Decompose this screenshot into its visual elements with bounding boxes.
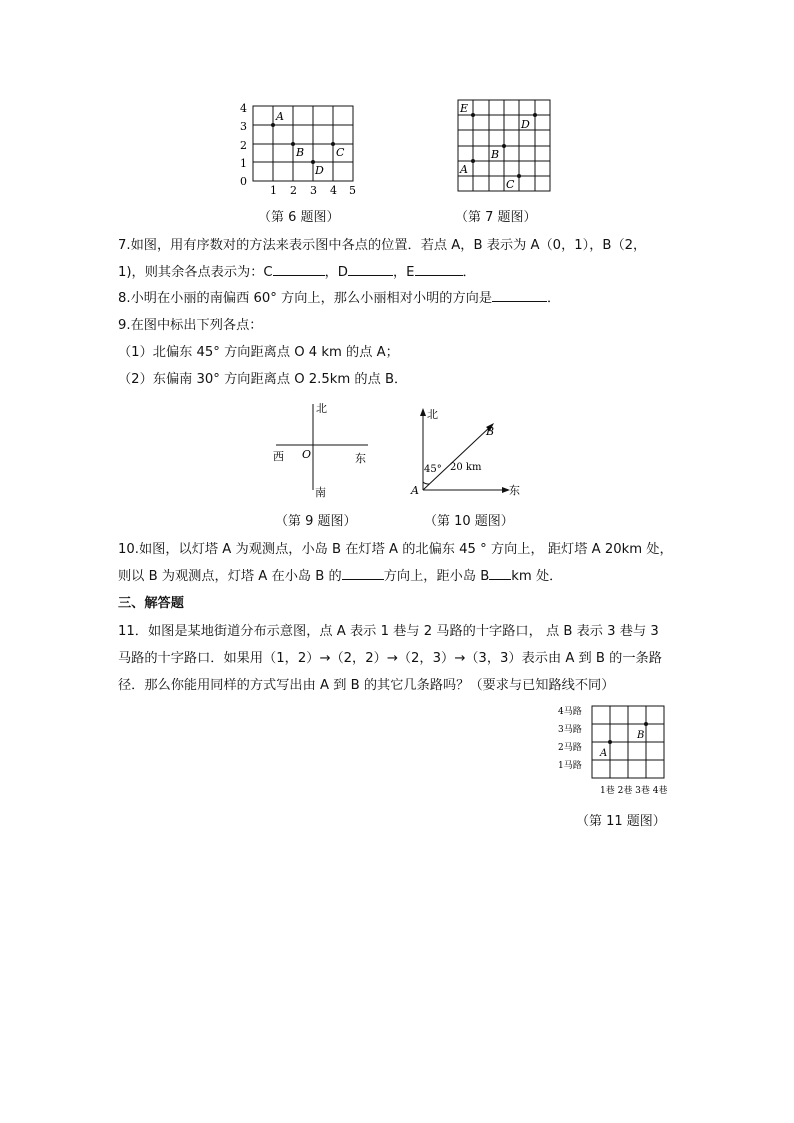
question-11-line-1: 11．如图是某地街道分布示意图，点 A 表示 1 巷与 2 马路的十字路口， 点 B 表示 3 巷与 3 [118,624,659,639]
fig6-ytick: 1 [240,157,247,170]
fig7-point-a [471,159,475,163]
fig9-south: 南 [315,486,326,499]
figure-10 [406,404,526,500]
fig11-road-4: 4马路 [558,707,582,717]
fig11-road-1: 1马路 [558,761,582,771]
fig6-ytick: 4 [240,102,247,115]
fig7-label-a: A [460,163,468,176]
figure-11 [556,702,676,800]
q10-text: km 处． [511,569,563,584]
fig10-point-b: B [486,425,495,438]
q8-text: 8.小明在小丽的南偏西 60° 方向上，那么小丽相对小明的方向是 [118,291,493,306]
q7-text: ，E [392,265,415,280]
figure-10-diagram [406,404,526,500]
figure-9-axes [268,398,378,502]
fig6-point-b [291,142,295,146]
fig6-label-c: C [336,146,345,159]
fig11-label-a: A [600,748,608,759]
question-7-line-1: 7.如图，用有序数对的方法来表示图中各点的位置．若点 A，B 表示为 A（0，1），B（2， [118,238,647,253]
figure-7-grid [456,98,554,194]
figure-9 [268,398,378,502]
figure-6-grid [236,98,366,198]
q7-text: 1)，则其余各点表示为：C [118,265,273,280]
fig11-point-b [644,722,648,726]
fig9-origin: O [302,448,312,461]
figure-7 [456,98,554,194]
question-7-line-2 [118,261,476,280]
figure-9-caption: （第 9 题图） [275,514,357,529]
fig7-label-b: B [491,148,500,161]
question-8 [118,287,560,306]
fig6-label-d: D [315,164,324,177]
fig6-ytick: 2 [240,139,247,152]
fig7-label-d: D [521,118,530,131]
fig7-label-e: E [460,102,469,115]
fig10-distance: 20 km [450,462,482,473]
fig6-label-b: B [296,146,305,159]
fig9-east: 东 [355,452,366,465]
figure-10-caption: （第 10 题图） [424,514,514,529]
figure-7-caption: （第 7 题图） [455,210,537,225]
fig9-north: 北 [316,402,327,415]
q10-text: 则以 B 为观测点，灯塔 A 在小岛 B 的 [118,569,342,584]
question-11-line-3: 径．那么你能用同样的方式写出由 A 到 B 的其它几条路吗？（要求与已知路线不同） [118,678,615,693]
fig7-point-c [517,174,521,178]
question-10-line-1: 10.如图，以灯塔 A 为观测点，小岛 B 在灯塔 A 的北偏东 45 ° 方向上， 距灯塔 A 20km 处， [118,542,673,557]
fig7-point-e [471,113,475,117]
question-10-line-2 [118,565,562,584]
fig10-angle: 45° [424,464,442,475]
answer-blank-d[interactable] [348,263,393,276]
fig6-ytick: 3 [240,120,247,133]
fig6-ytick: 0 [240,175,247,188]
fig11-road-3: 3马路 [558,725,582,735]
fig10-east: 东 [509,484,520,497]
question-9-intro: 9.在图中标出下列各点： [118,318,263,333]
fig11-lanes: 1巷 2巷 3巷 4巷 [600,786,668,796]
question-9-item-1: （1）北偏东 45° 方向距离点 O 4 km 的点 A； [118,345,399,360]
fig6-xtick: 4 [330,184,337,197]
q7-text: ． [462,265,476,280]
answer-blank-direction[interactable] [342,567,384,580]
figure-11-caption: （第 11 题图） [576,814,666,829]
fig11-point-a [608,740,612,744]
fig6-point-c [331,142,335,146]
fig7-point-d [533,113,537,117]
figure-6 [236,98,366,198]
fig9-west: 西 [273,450,284,463]
fig6-point-a [271,123,275,127]
fig6-xtick: 3 [310,184,317,197]
fig6-xtick: 5 [349,184,356,197]
fig7-label-c: C [506,178,515,191]
fig6-xtick: 2 [290,184,297,197]
fig7-point-b [502,144,506,148]
q7-text: ，D [324,265,348,280]
fig10-point-a: A [411,484,419,497]
answer-blank-e[interactable] [415,263,463,276]
fig10-north: 北 [427,408,438,421]
fig6-xtick: 1 [270,184,277,197]
question-9-item-2: （2）东偏南 30° 方向距离点 O 2.5km 的点 B． [118,372,408,387]
figure-6-caption: （第 6 题图） [258,210,340,225]
answer-blank-c[interactable] [273,263,325,276]
figure-11-street-map [556,702,676,800]
q8-text: ． [547,291,561,306]
section-3-title: 三、解答题 [118,596,184,611]
question-11-line-2: 马路的十字路口．如果用（1，2）→（2，2）→（2，3）→（3，3）表示由 A 到 B 的一条路 [118,651,662,666]
q10-text: 方向上，距小岛 B [383,569,490,584]
answer-blank-distance[interactable] [489,567,511,580]
answer-blank-direction[interactable] [492,289,547,302]
fig11-label-b: B [637,730,645,741]
fig6-label-a: A [276,110,284,123]
fig11-road-2: 2马路 [558,743,582,753]
